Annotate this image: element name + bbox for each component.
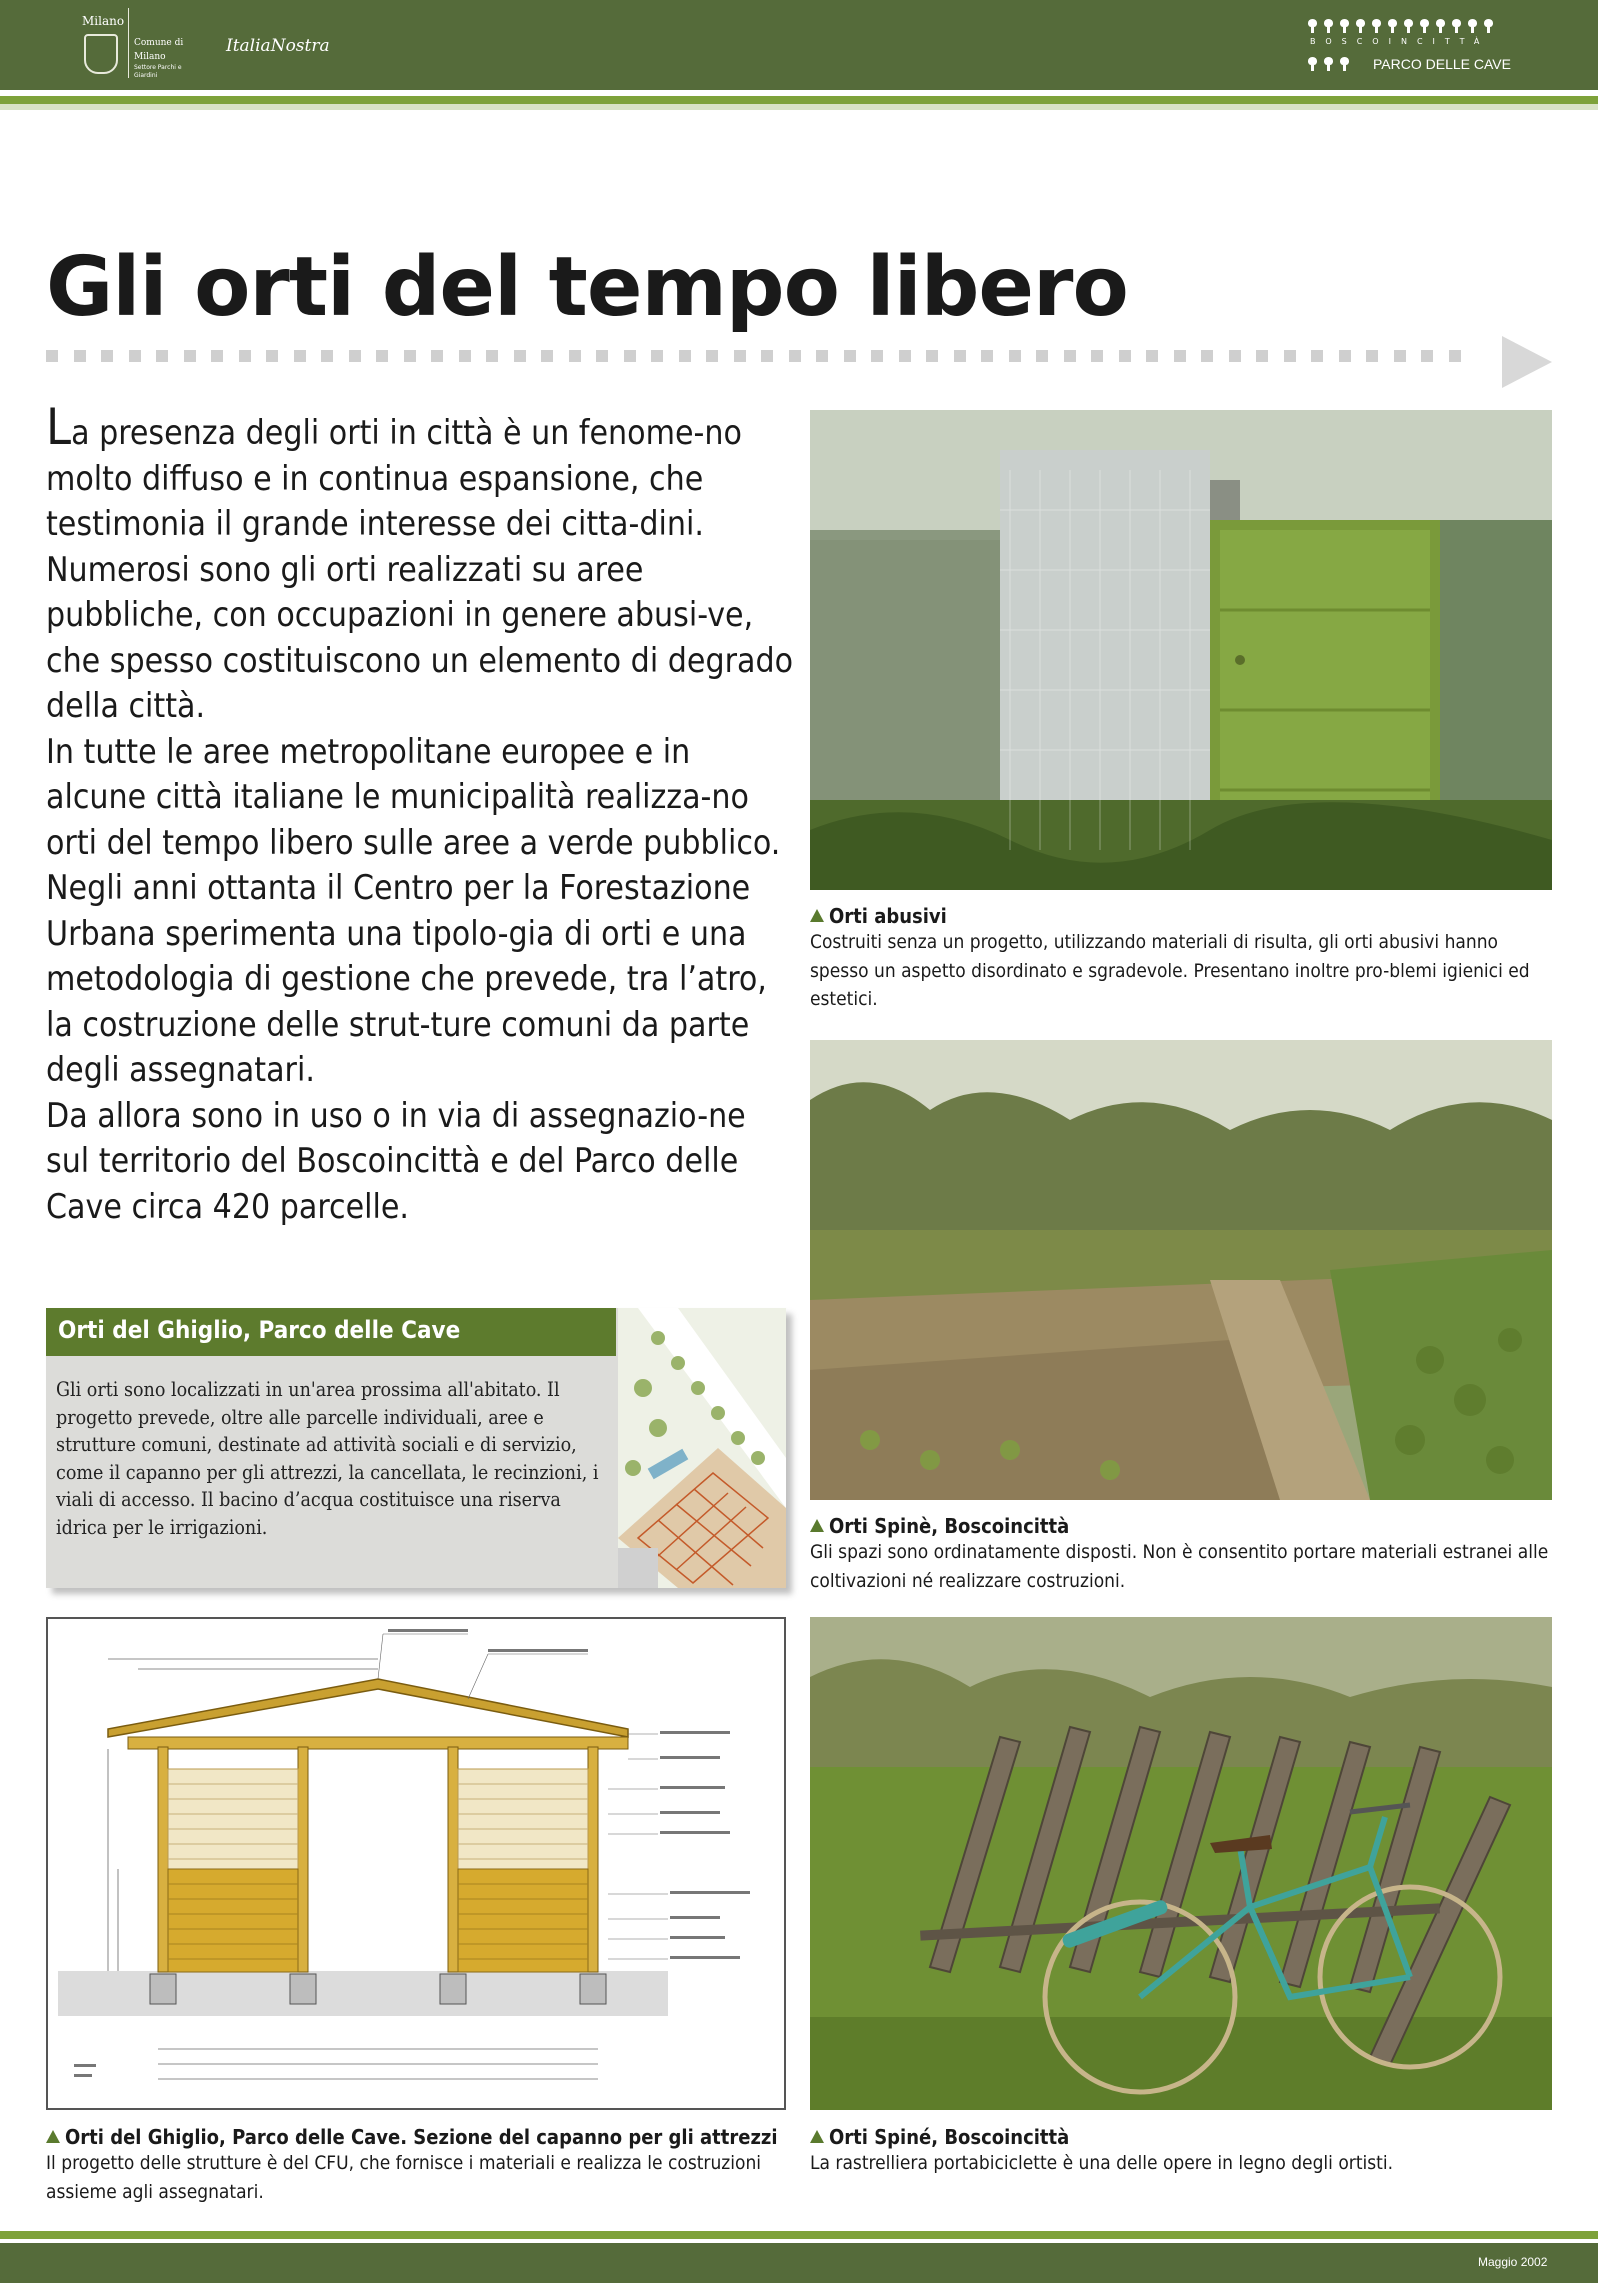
logo-divider <box>128 8 129 78</box>
footer-date: Maggio 2002 <box>1478 2255 1548 2269</box>
tree-icon <box>1356 19 1365 33</box>
caption-text: La rastrelliera portabiciclette è una delle opere in legno degli ortisti. <box>810 2152 1394 2174</box>
title-dotted-rule <box>46 350 1486 362</box>
intro-text <box>46 398 796 1229</box>
caption-text: Costruiti senza un progetto, utilizzando materiali di risulta, gli orti abusivi hanno spesso un aspetto disordinato e sgradevole. Presentano inoltre pro-blemi igienici ed estetici. <box>810 931 1530 1010</box>
info-box-ghiglio <box>46 1308 786 1588</box>
tree-icon <box>1308 57 1317 71</box>
header-accent-stripe <box>0 96 1598 104</box>
triangle-up-icon <box>810 909 824 922</box>
city-crest-icon <box>84 34 118 74</box>
footer-band <box>0 2243 1598 2283</box>
shed-section-drawing <box>46 1617 786 2110</box>
triangle-up-icon <box>810 2130 824 2143</box>
site-plan-map <box>618 1308 786 1588</box>
tree-icon <box>1452 19 1461 33</box>
tree-icon <box>1324 57 1333 71</box>
page-title: Gli orti del tempo libero <box>46 240 1128 335</box>
info-box-text: Gli orti sono localizzati in un'area prossima all'abitato. Il progetto prevede, oltre alle parcelle individuali, aree e strutture comuni, destinate ad attività sociali e di servizio, come il capanno per gli attrezzi, la cancellata, le recinzioni, i viali di accesso. Il bacino d’acqua costituisce una riserva idrica per le irrigazioni. <box>56 1378 599 1539</box>
tree-icon <box>1420 19 1429 33</box>
caption-text: Il progetto delle strutture è del CFU, che fornisce i materiali e realizza le costruzioni assieme agli assegnatari. <box>46 2152 762 2203</box>
caption-bicycle-rack <box>810 2125 1552 2178</box>
logo-settore-label: Settore Parchi e Giardini <box>134 64 182 79</box>
dropcap-letter: L <box>46 398 72 456</box>
intro-paragraph-3: Negli anni ottanta il Centro per la Forestazione Urbana sperimenta una tipolo-gia di orti e una metodologia di gestione che prevede, tra l’atro, la costruzione delle strut-ture comuni da parte degli assegnatari. <box>46 868 767 1089</box>
triangle-up-icon <box>810 1519 824 1532</box>
logo-city-label: Milano <box>82 14 125 28</box>
caption-shed-section <box>46 2125 806 2206</box>
footer-accent-stripe <box>0 2231 1598 2239</box>
italianostra-logo: ItaliaNostra <box>226 36 330 56</box>
caption-title: Orti Spiné, Boscoincittà <box>810 2125 1552 2149</box>
tree-icon <box>1484 19 1493 33</box>
photo-orti-abusivi <box>810 410 1552 890</box>
caption-title: Orti Spinè, Boscoincittà <box>810 1514 1552 1538</box>
tree-icon <box>1404 19 1413 33</box>
tree-icons-row-small <box>1308 56 1356 75</box>
photo-orti-spine <box>810 1040 1552 1500</box>
logo-comune-label: Comune di Milano <box>134 38 184 62</box>
photo-bicycle-rack <box>810 1617 1552 2110</box>
tree-icon <box>1308 19 1317 33</box>
tree-icons-row <box>1308 18 1500 37</box>
tree-icon <box>1468 19 1477 33</box>
tree-icon <box>1340 19 1349 33</box>
intro-paragraph-2: In tutte le aree metropolitane europee e in alcune città italiane le municipalità realizza-no orti del tempo libero sulle aree a verde pubblico. <box>46 731 781 862</box>
arrow-right-icon <box>1502 336 1552 388</box>
info-box-header <box>46 1308 616 1356</box>
caption-orti-spine <box>810 1514 1552 1595</box>
tree-icon <box>1388 19 1397 33</box>
triangle-up-icon <box>46 2130 60 2143</box>
header-light-stripe <box>0 104 1598 110</box>
caption-title: Orti abusivi <box>810 904 1552 928</box>
caption-title: Orti del Ghiglio, Parco delle Cave. Sezione del capanno per gli attrezzi <box>46 2125 806 2149</box>
caption-orti-abusivi <box>810 904 1552 1014</box>
tree-icon <box>1340 57 1349 71</box>
intro-paragraph-1: La presenza degli orti in città è un fenome-no molto diffuso e in continua espansione, che testimonia il grande interesse dei citta-dini. Numerosi sono gli orti realizzati su aree pubbliche, con occupazioni in genere abusi-ve, che spesso costituiscono un elemento di degrado della città. <box>46 398 794 725</box>
tree-icon <box>1372 19 1381 33</box>
tree-icon <box>1324 19 1333 33</box>
boscoincitta-logo-text: BOSCOINCITTÀ <box>1310 37 1490 46</box>
info-box-title: Orti del Ghiglio, Parco delle Cave <box>58 1316 461 1344</box>
tree-icon <box>1436 19 1445 33</box>
parco-delle-cave-label: PARCO DELLE CAVE <box>1373 56 1511 72</box>
intro-paragraph-4: Da allora sono in uso o in via di assegnazio-ne sul territorio del Boscoincittà e del Parco delle Cave circa 420 parcelle. <box>46 1095 746 1226</box>
caption-text: Gli spazi sono ordinatamente disposti. Non è consentito portare materiali estranei alle coltivazioni né realizzare costruzioni. <box>810 1541 1549 1592</box>
